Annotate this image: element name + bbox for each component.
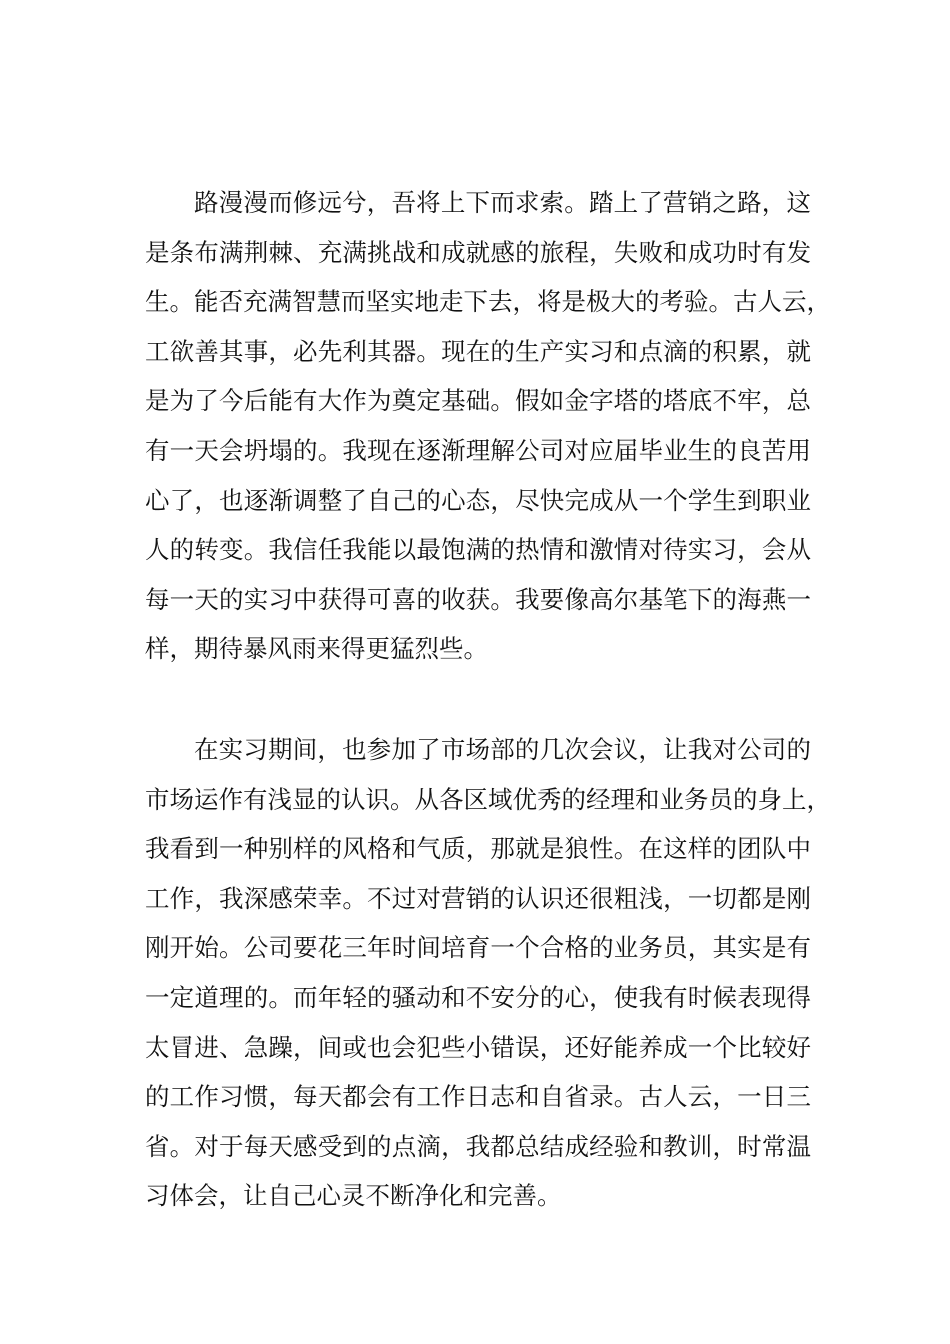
paragraph-line: 生。能否充满智慧而坚实地走下去，将是极大的考验。古人云， xyxy=(145,287,831,317)
paragraph-line: 人的转变。我信任我能以最饱满的热情和激情对待实习，会从 xyxy=(145,535,811,565)
paragraph-line: 样，期待暴风雨来得更猛烈些。 xyxy=(145,634,488,664)
paragraph-2 xyxy=(145,725,831,1221)
paragraph-line: 每一天的实习中获得可喜的收获。我要像高尔基笔下的海燕一 xyxy=(145,584,811,614)
paragraph-line: 有一天会坍塌的。我现在逐渐理解公司对应届毕业生的良苦用 xyxy=(145,435,811,465)
paragraph-line: 我看到一种别样的风格和气质，那就是狼性。在这样的团队中 xyxy=(145,834,811,864)
paragraph-line: 刚开始。公司要花三年时间培育一个合格的业务员，其实是有 xyxy=(145,933,811,963)
paragraph-line: 是为了今后能有大作为奠定基础。假如金字塔的塔底不牢，总 xyxy=(145,386,811,416)
paragraph-line: 省。对于每天感受到的点滴，我都总结成经验和教训，时常温 xyxy=(145,1131,811,1161)
paragraph-line: 是条布满荆棘、充满挑战和成就感的旅程，失败和成功时有发 xyxy=(145,237,811,267)
paragraph-line: 习体会，让自己心灵不断净化和完善。 xyxy=(145,1181,562,1211)
paragraph-line: 一定道理的。而年轻的骚动和不安分的心，使我有时候表现得 xyxy=(145,982,811,1012)
paragraph-1 xyxy=(145,178,831,674)
paragraph-line: 心了，也逐渐调整了自己的心态，尽快完成从一个学生到职业 xyxy=(145,485,811,515)
paragraph-line: 在实习期间，也参加了市场部的几次会议，让我对公司的 xyxy=(194,735,811,764)
paragraph-line: 的工作习惯，每天都会有工作日志和自省录。古人云，一日三 xyxy=(145,1082,811,1112)
paragraph-line: 太冒进、急躁，间或也会犯些小错误，还好能养成一个比较好 xyxy=(145,1032,811,1062)
paragraph-line: 工欲善其事，必先利其器。现在的生产实习和点滴的积累，就 xyxy=(145,336,811,366)
paragraph-line: 市场运作有浅显的认识。从各区域优秀的经理和业务员的身上， xyxy=(145,784,831,814)
paragraph-line: 工作，我深感荣幸。不过对营销的认识还很粗浅，一切都是刚 xyxy=(145,883,811,913)
paragraph-line: 路漫漫而修远兮，吾将上下而求索。踏上了营销之路，这 xyxy=(194,188,811,217)
